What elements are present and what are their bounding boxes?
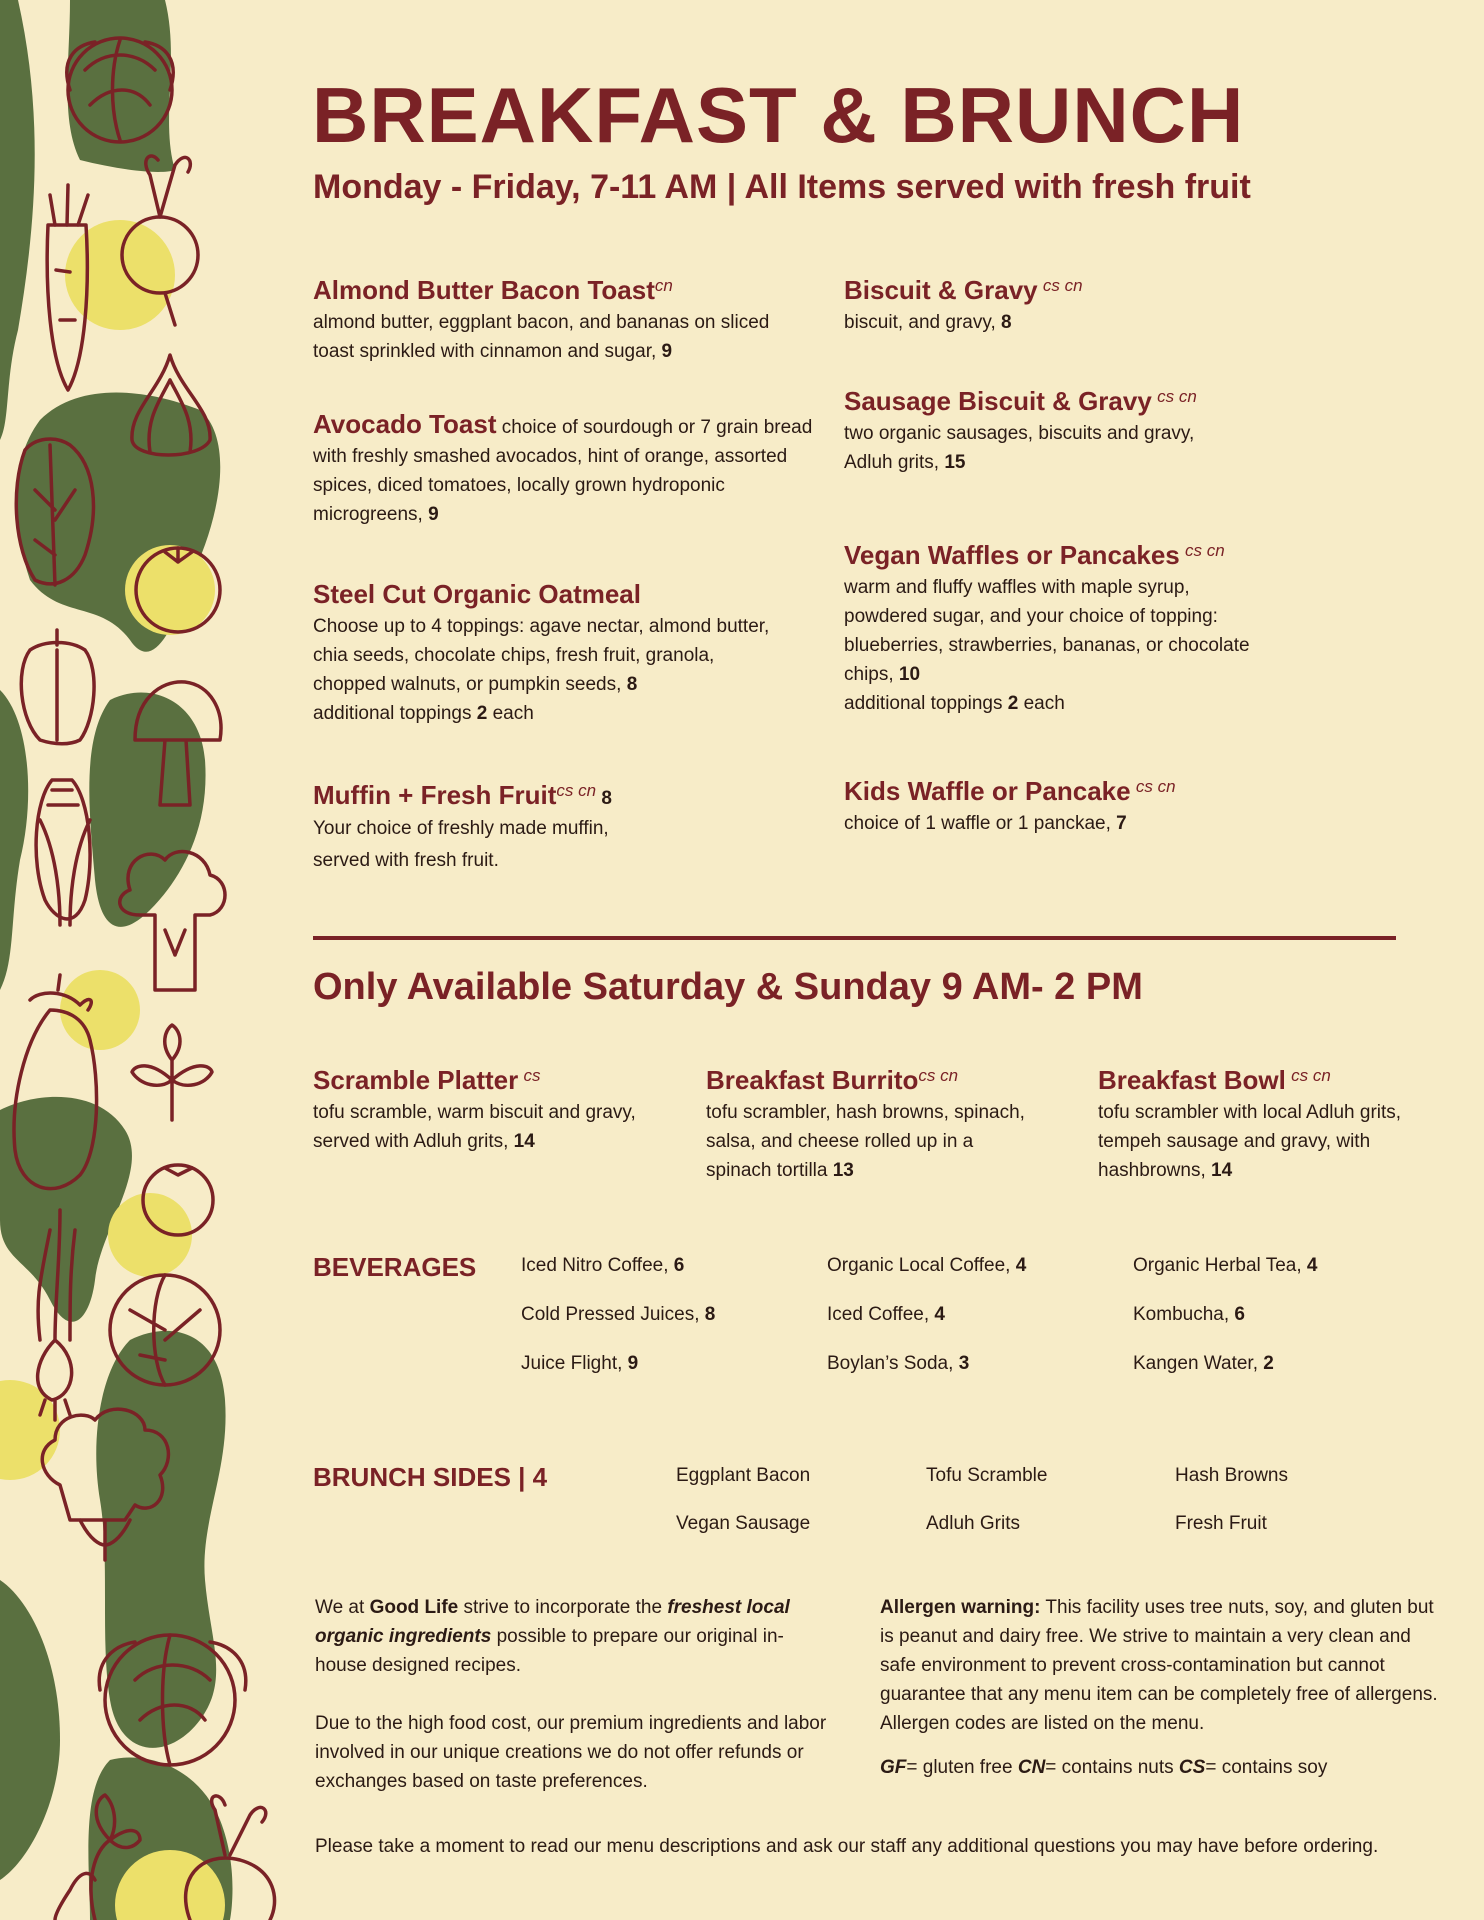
menu-item [844, 387, 1244, 477]
item-description: tofu scramble, warm biscuit and gravy, served with Adluh grits, [313, 1102, 636, 1152]
weekend-section-title: Only Available Saturday & Sunday 9 AM- 2 PM [313, 966, 1143, 1008]
beverage-item: Iced Coffee, 4 [827, 1304, 945, 1325]
side-item: Tofu Scramble [926, 1465, 1048, 1486]
item-description: Your choice of freshly made muffin, served with fresh fruit. [313, 818, 609, 871]
menu-item [844, 276, 1344, 337]
menu-item [313, 276, 813, 366]
side-item: Fresh Fruit [1175, 1513, 1267, 1534]
beverage-item: Iced Nitro Coffee, 6 [521, 1255, 685, 1276]
item-name: Vegan Waffles or Pancakes [844, 540, 1180, 570]
menu-item [313, 781, 663, 877]
item-price: 8 [601, 788, 612, 809]
item-price: 7 [1116, 813, 1127, 834]
allergen-codes: cs cn [1135, 777, 1176, 796]
item-price: 9 [428, 504, 439, 525]
item-description: Choose up to 4 toppings: agave nectar, almond butter, chia seeds, chocolate chips, fresh fruit, granola, chopped walnuts, or pumpkin seeds, [313, 616, 770, 695]
menu-item [1098, 1066, 1438, 1185]
extra-toppings-label: additional toppings [313, 703, 472, 724]
fresh-ingredients-emphasis: freshest local organic ingredients [315, 1597, 790, 1647]
allergen-codes: cs cn [1291, 1066, 1331, 1085]
menu-title: BREAKFAST & BRUNCH [312, 71, 1245, 159]
side-item: Vegan Sausage [676, 1513, 811, 1534]
item-description: choice of 1 waffle or 1 panckae, [844, 813, 1111, 834]
item-description: almond butter, eggplant bacon, and bananas on sliced toast sprinkled with cinnamon and sugar, [313, 312, 770, 362]
allergen-codes: cs [523, 1066, 541, 1085]
side-item: Eggplant Bacon [676, 1465, 811, 1486]
allergen-codes-legend: GF= gluten free CN= contains nuts CS= contains soy [880, 1757, 1328, 1778]
item-name: Kids Waffle or Pancake [844, 776, 1131, 806]
section-divider [313, 936, 1396, 940]
item-name: Breakfast Burrito [706, 1065, 919, 1095]
sides-heading: BRUNCH SIDES | 4 [313, 1462, 548, 1492]
menu-item [313, 1066, 653, 1156]
allergen-codes: cs cn [1157, 387, 1197, 406]
menu-item [313, 580, 783, 728]
item-price: 14 [1211, 1160, 1233, 1181]
refund-policy-paragraph: Due to the high food cost, our premium ingredients and labor involved in our unique creations we do not offer refunds or exchanges based on taste preferences. [315, 1713, 827, 1792]
item-name: Scramble Platter [313, 1065, 519, 1095]
extra-toppings-price: 2 [476, 703, 488, 724]
allergen-codes: cs cn [1042, 276, 1083, 295]
beverage-item: Kangen Water, 2 [1133, 1353, 1274, 1374]
beverages-heading: BEVERAGES [313, 1252, 477, 1282]
item-price: 9 [661, 341, 673, 362]
brand-name: Good Life [369, 1597, 459, 1618]
beverage-item: Boylan’s Soda, 3 [827, 1353, 970, 1374]
item-description: tofu scrambler, hash browns, spinach, salsa, and cheese rolled up in a spinach tortilla [706, 1102, 1025, 1181]
footer-note: Please take a moment to read our menu descriptions and ask our staff any additional questions you may have before ordering. [315, 1836, 1379, 1857]
beverage-item: Organic Local Coffee, 4 [827, 1255, 1027, 1276]
allergen-codes: cs cn [1185, 541, 1225, 560]
item-price: 13 [832, 1160, 854, 1181]
menu-item [844, 777, 1344, 838]
item-price: 15 [944, 452, 966, 473]
item-name: Steel Cut Organic Oatmeal [313, 579, 641, 609]
menu-subtitle: Monday - Friday, 7-11 AM | All Items served with fresh fruit [313, 168, 1251, 206]
extra-toppings-price: 2 [1007, 693, 1019, 714]
item-price: 8 [1001, 312, 1012, 333]
menu-item [844, 541, 1264, 718]
beverage-item: Juice Flight, 9 [521, 1353, 639, 1374]
allergen-codes: cs cn [556, 781, 597, 800]
about-paragraph: We at Good Life strive to incorporate the freshest local organic ingredients possible to prepare our original in-house designed recipes. [315, 1597, 790, 1676]
item-price: 8 [626, 674, 638, 695]
item-name: Avocado Toast [313, 409, 497, 439]
beverage-item: Cold Pressed Juices, 8 [521, 1304, 716, 1325]
allergen-warning-label: Allergen warning: [880, 1597, 1041, 1618]
item-price: 10 [898, 664, 921, 685]
item-name: Sausage Biscuit & Gravy [844, 386, 1152, 416]
menu-item [313, 410, 813, 529]
item-description: warm and fluffy waffles with maple syrup, powdered sugar, and your choice of topping: blueberries, strawberries, bananas, or chocolate chips, [844, 577, 1250, 685]
beverage-item: Kombucha, 6 [1133, 1304, 1245, 1325]
extra-toppings-suffix: each [492, 703, 534, 724]
allergen-codes: cs cn [918, 1066, 959, 1085]
item-name: Muffin + Fresh Fruit [313, 780, 557, 810]
side-item: Adluh Grits [926, 1513, 1020, 1534]
item-name: Biscuit & Gravy [844, 275, 1038, 305]
item-name: Almond Butter Bacon Toast [313, 275, 655, 305]
item-name: Breakfast Bowl [1098, 1065, 1286, 1095]
extra-toppings-label: additional toppings [844, 693, 1003, 714]
allergen-warning: Allergen warning: This facility uses tree nuts, soy, and gluten but is peanut and dairy free. We strive to maintain a very clean and safe environment to prevent cross-contamination but cannot guarantee that any menu item can be completely free of allergens. Allergen codes are listed on the menu. [880, 1597, 1438, 1734]
item-description: two organic sausages, biscuits and gravy, Adluh grits, [844, 423, 1195, 473]
side-item: Hash Browns [1175, 1465, 1288, 1486]
item-description: tofu scrambler with local Adluh grits, tempeh sausage and gravy, with hashbrowns, [1098, 1102, 1402, 1181]
menu-item [706, 1066, 1036, 1185]
allergen-codes: cn [654, 276, 673, 295]
item-description: biscuit, and gravy, [844, 312, 996, 333]
extra-toppings-suffix: each [1023, 693, 1065, 714]
item-description: choice of sourdough or 7 grain bread with freshly smashed avocados, hint of orange, assorted spices, diced tomatoes, locally grown hydroponic microgreens, [313, 417, 813, 525]
beverage-item: Organic Herbal Tea, 4 [1133, 1255, 1318, 1276]
item-price: 14 [513, 1131, 535, 1152]
